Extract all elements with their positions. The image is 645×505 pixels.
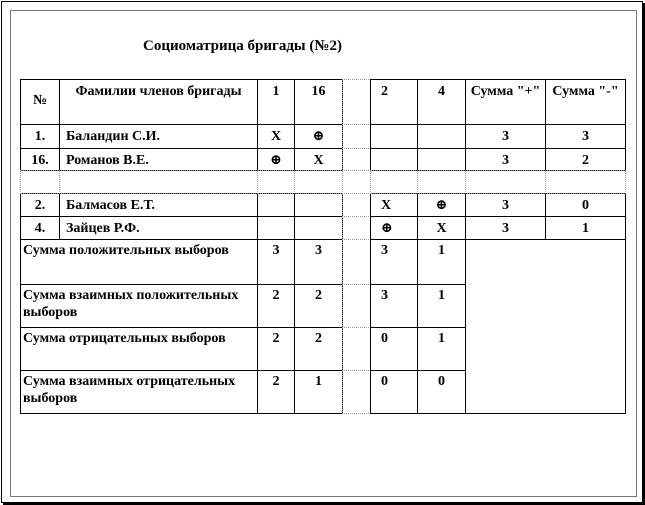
summary-label: Сумма положительных выборов <box>20 239 258 285</box>
row-sum-plus: 3 <box>465 216 546 240</box>
row-col-1 <box>257 216 295 240</box>
header-gap <box>342 79 371 125</box>
page-title: Социоматрица бригады (№2) <box>143 38 342 54</box>
row-name: Романов В.Е. <box>59 148 258 171</box>
summary-col-4: 0 <box>417 370 466 414</box>
row-col-16: ⊕ <box>294 124 343 149</box>
summary-empty-block <box>465 239 626 414</box>
row-name: Зайцев Р.Ф. <box>59 216 258 240</box>
row-col-2: X <box>370 193 418 217</box>
row-gap <box>342 124 371 149</box>
row-col-4 <box>417 148 466 171</box>
row-col-16: X <box>294 148 343 171</box>
summary-gap <box>342 284 371 328</box>
separator-cell <box>545 170 626 194</box>
summary-label: Сумма отрицательных выборов <box>20 327 258 371</box>
separator-cell <box>59 170 258 194</box>
separator-cell <box>465 170 546 194</box>
summary-col-2: 0 <box>370 370 418 414</box>
row-col-16 <box>294 193 343 217</box>
summary-gap <box>342 327 371 371</box>
row-col-1: X <box>257 124 295 149</box>
row-gap <box>342 216 371 240</box>
summary-col-16: 2 <box>294 284 343 328</box>
summary-col-4: 1 <box>417 284 466 328</box>
header-col-2: 2 <box>370 79 418 125</box>
summary-gap <box>342 239 371 285</box>
summary-gap <box>342 370 371 414</box>
row-gap <box>342 193 371 217</box>
row-number: 4. <box>20 216 60 240</box>
summary-col-2: 0 <box>370 327 418 371</box>
row-number: 16. <box>20 148 60 171</box>
header-col-4: 4 <box>417 79 466 125</box>
row-sum-minus: 0 <box>545 193 626 217</box>
summary-col-4: 1 <box>417 327 466 371</box>
row-number: 1. <box>20 124 60 149</box>
row-sum-plus: 3 <box>465 124 546 149</box>
row-col-1 <box>257 193 295 217</box>
summary-col-1: 2 <box>257 327 295 371</box>
summary-col-1: 2 <box>257 284 295 328</box>
summary-col-2: 3 <box>370 284 418 328</box>
row-name: Балмасов Е.Т. <box>59 193 258 217</box>
header-sum-minus: Сумма "-" <box>545 79 626 125</box>
summary-col-16: 2 <box>294 327 343 371</box>
row-col-4 <box>417 124 466 149</box>
separator-cell <box>370 170 418 194</box>
summary-col-4: 1 <box>417 239 466 285</box>
header-col-16: 16 <box>294 79 343 125</box>
row-sum-plus: 3 <box>465 148 546 171</box>
row-col-16 <box>294 216 343 240</box>
row-col-2 <box>370 148 418 171</box>
separator-cell <box>257 170 295 194</box>
row-name: Баландин С.И. <box>59 124 258 149</box>
summary-col-1: 2 <box>257 370 295 414</box>
summary-col-1: 3 <box>257 239 295 285</box>
separator-cell <box>294 170 343 194</box>
row-col-1: ⊕ <box>257 148 295 171</box>
summary-label: Сумма взаимных отрицательных выборов <box>20 370 258 414</box>
row-sum-minus: 3 <box>545 124 626 149</box>
summary-col-2: 3 <box>370 239 418 285</box>
row-col-4: ⊕ <box>417 193 466 217</box>
separator-cell <box>417 170 466 194</box>
row-sum-minus: 1 <box>545 216 626 240</box>
header-sum-plus: Сумма "+" <box>465 79 546 125</box>
separator-cell <box>342 170 371 194</box>
row-col-2: ⊕ <box>370 216 418 240</box>
row-number: 2. <box>20 193 60 217</box>
summary-col-16: 3 <box>294 239 343 285</box>
row-col-2 <box>370 124 418 149</box>
header-col-1: 1 <box>257 79 295 125</box>
row-sum-minus: 2 <box>545 148 626 171</box>
header-number: № <box>20 79 60 125</box>
row-sum-plus: 3 <box>465 193 546 217</box>
header-names: Фамилии членов бригады <box>59 79 258 125</box>
separator-cell <box>20 170 60 194</box>
row-gap <box>342 148 371 171</box>
summary-col-16: 1 <box>294 370 343 414</box>
summary-label: Сумма взаимных положительных выборов <box>20 284 258 328</box>
row-col-4: X <box>417 216 466 240</box>
